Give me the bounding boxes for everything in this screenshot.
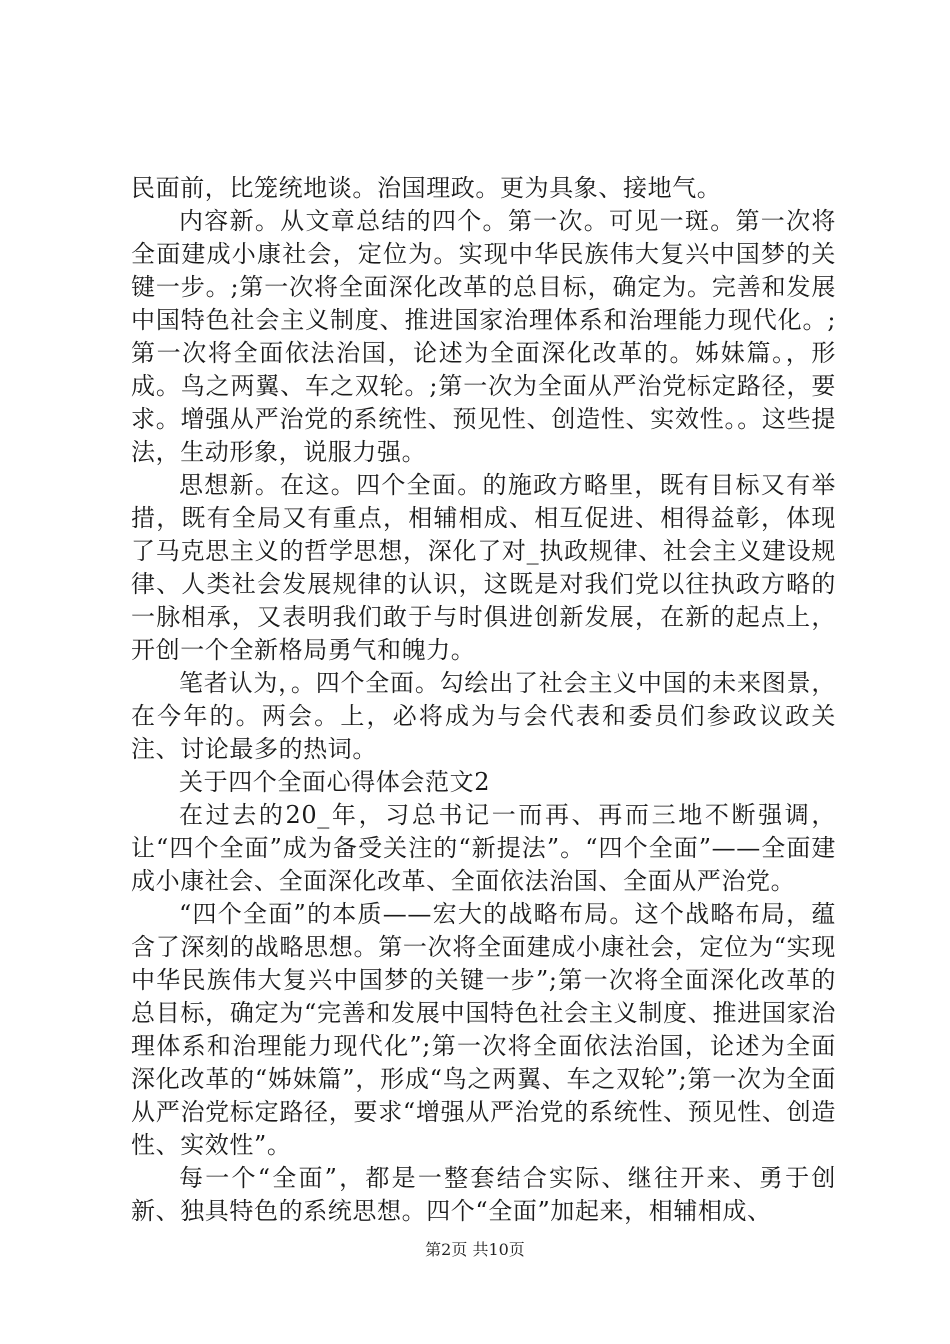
page-number-label: 第2页 共10页 [425, 1240, 525, 1259]
paragraph-2: 内容新。从文章总结的四个。第一次。可见一斑。第一次将全面建成小康社会，定位为。实现中华民族伟大复兴中国梦的关键一步。;第一次将全面深化改革的总目标，确定为。完善和发展中国特色社会主义制度、推进国家治理体系和治理能力现代化。;第一次将全面依法治国，论述为全面深化改革的。姊妹篇。，形成。鸟之两翼、车之双轮。;第一次为全面从严治党标定路径，要求。增强从严治党的系统性、预见性、创造性、实效性。。这些提法，生动形象，说服力强。 [131, 207, 836, 466]
page-footer [0, 1240, 950, 1260]
document-body [131, 172, 836, 1228]
paragraph-3: 思想新。在这。四个全面。的施政方略里，既有目标又有举措，既有全局又有重点，相辅相成、相互促进、相得益彰，体现了马克思主义的哲学思想，深化了对_执政规律、社会主义建设规律、人类社会发展规律的认识，这既是对我们党以往执政方略的一脉相承，又表明我们敢于与时俱进创新发展，在新的起点上，开创一个全新格局勇气和魄力。 [131, 471, 836, 664]
paragraph-5: 在过去的20_年，习总书记一而再、再而三地不断强调，让“四个全面”成为备受关注的“新提法”。“四个全面”——全面建成小康社会、全面深化改革、全面依法治国、全面从严治党。 [131, 801, 836, 895]
section-heading: 关于四个全面心得体会范文2 [179, 768, 491, 796]
paragraph-4: 笔者认为，。四个全面。勾绘出了社会主义中国的未来图景，在今年的。两会。上，必将成为与会代表和委员们参政议政关注、讨论最多的热词。 [131, 669, 836, 763]
paragraph-6: “四个全面”的本质——宏大的战略布局。这个战略布局，蕴含了深刻的战略思想。第一次将全面建成小康社会，定位为“实现中华民族伟大复兴中国梦的关键一步”;第一次将全面深化改革的总目标，确定为“完善和发展中国特色社会主义制度、推进国家治理体系和治理能力现代化”;第一次将全面依法治国，论述为全面深化改革的“姊妹篇”，形成“鸟之两翼、车之双轮”;第一次为全面从严治党标定路径，要求“增强从严治党的系统性、预见性、创造性、实效性”。 [131, 900, 836, 1159]
paragraph-1: 民面前，比笼统地谈。治国理政。更为具象、接地气。 [131, 174, 722, 202]
paragraph-7: 每一个“全面”，都是一整套结合实际、继往开来、勇于创新、独具特色的系统思想。四个“全面”加起来，相辅相成、 [131, 1164, 836, 1225]
